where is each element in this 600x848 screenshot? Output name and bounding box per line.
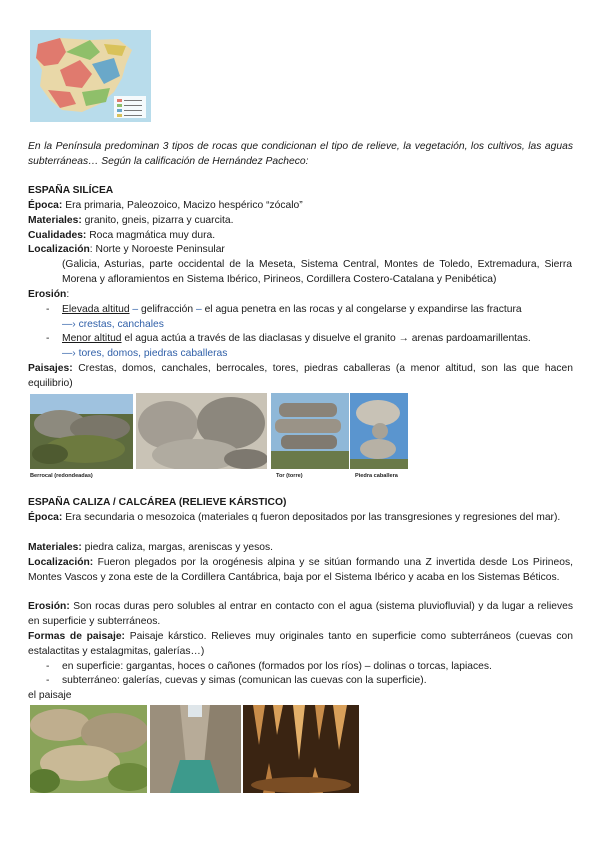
dash: – (129, 304, 142, 315)
karst-landscape-photo (30, 705, 147, 793)
epoch-text: Era secundaria o mesozoica (materiales q fueron depositados por las transgresiones y regresiones del mar). (62, 512, 561, 523)
epoch-label: Época: (28, 512, 63, 523)
bullet-mark: - (46, 675, 50, 686)
berrocal-caption: Berrocal (redondeadas) (30, 473, 93, 479)
dash: – (195, 304, 202, 315)
bullet-mark: - (46, 304, 50, 315)
forms-text: Paisaje kárstico. Relieves muy originales tanto en superficie como subterráneos (cuevas con estalactitas y estalagmitas, galerías…) (28, 631, 574, 657)
high-altitude-label: Elevada altitud (62, 304, 130, 315)
materials-text: granito, gneis, pizarra y cuarcita. (81, 215, 234, 226)
siliceous-qualities (28, 229, 573, 244)
landscapes-label: Paisajes: (28, 363, 73, 374)
bullet-mark: - (46, 333, 50, 344)
low-altitude-text: el agua actúa a través de las diaclasas y disuelve el granito → arenas pardoamarillentas. (121, 333, 531, 344)
siliceous-landscapes (28, 362, 573, 391)
erosion-label: Erosión: (28, 601, 70, 612)
bullet-mark: - (46, 661, 50, 672)
erosion-label: Erosión (28, 289, 67, 300)
berrocal-photo (30, 394, 133, 469)
spain-geology-map (30, 30, 151, 122)
siliceous-bullet-high (62, 303, 572, 318)
forms-label: Formas de paisaje: (28, 631, 125, 642)
qualities-label: Cualidades: (28, 230, 87, 241)
gelifraction: gelifracción (141, 304, 196, 315)
limestone-materials (28, 541, 573, 556)
tor-caption: Tor (torre) (276, 473, 303, 479)
erosion-text: Son rocas duras pero solubles al entrar en contacto con el agua (sistema pluviofluvial) y da lugar a relieves en superficie y subterráneos. (28, 601, 573, 627)
erosion-colon: : (66, 289, 70, 300)
limestone-bullet-underground: subterráneo: galerías, cuevas y simas (comunican las cuevas con la superficie). (62, 675, 427, 686)
limestone-heading: ESPAÑA CALIZA / CALCÁREA (RELIEVE KÁRSTICO) (28, 497, 287, 508)
landscapes-text: Crestas, domos, canchales, berrocales, tores, piedras caballeras (a menor altitud, son las que hacen equilibrio) (28, 363, 573, 389)
limestone-location (28, 556, 573, 585)
intro-paragraph: En la Península predominan 3 tipos de rocas que condicionan el tipo de relieve, la vegetación, los cultivos, las aguas subterráneas… Según la calificación de Hernández Pacheco: (28, 141, 573, 167)
high-altitude-result: —› crestas, canchales (62, 319, 164, 330)
location-label: Localización (28, 244, 90, 255)
siliceous-bullet-low (62, 332, 572, 347)
siliceous-epoch (28, 199, 573, 214)
location-text: Fueron plegados por la orogénesis alpina y se sitúan formando una Z invertida desde Los Pirineos, Montes Vascos y zona este de la Cordillera Cantábrica, baja por el Sistema Ibérico y acaba en los Sistemas Béticos. (28, 557, 573, 583)
limestone-erosion (28, 600, 573, 629)
gorge-photo (150, 705, 241, 793)
siliceous-location-detail: (Galicia, Asturias, parte occidental de la Meseta, Sistema Central, Montes de Toledo, Extremadura, Sierra Morena y afloramientos en Sistema Ibérico, Pirineos, Cordillera Costero-Catalana y Penibética) (62, 259, 572, 285)
siliceous-heading: ESPAÑA SILÍCEA (28, 185, 114, 196)
low-altitude-label: Menor altitud (62, 333, 122, 344)
limestone-forms (28, 630, 573, 659)
materials-label: Materiales: (28, 215, 82, 226)
limestone-bullet-surface: en superficie: gargantas, hoces o cañones (formados por los ríos) – dolinas o torcas, lapiaces. (62, 661, 492, 672)
tor-photo (271, 393, 349, 469)
low-altitude-result: —› tores, domos, piedras caballeras (62, 348, 228, 359)
epoch-label: Época: (28, 200, 63, 211)
materials-label: Materiales: (28, 542, 82, 553)
siliceous-erosion (28, 288, 573, 303)
high-altitude-text: el agua penetra en las rocas y al congelarse y expandirse las fractura (201, 304, 522, 315)
location-label: Localización: (28, 557, 94, 568)
siliceous-materials (28, 214, 573, 229)
dome-rocks-photo (136, 393, 267, 469)
qualities-text: Roca magmática muy dura. (86, 230, 216, 241)
limestone-trailing: el paisaje (28, 690, 72, 701)
piedra-caption: Piedra caballera (355, 473, 398, 479)
location-text: : Norte y Noroeste Peninsular (89, 244, 225, 255)
limestone-epoch (28, 511, 573, 526)
piedra-caballera-photo (350, 393, 408, 469)
materials-text: piedra caliza, margas, areniscas y yesos. (81, 542, 273, 553)
epoch-text: Era primaria, Paleozoico, Macizo hespérico “zócalo” (62, 200, 303, 211)
cave-photo (243, 705, 359, 793)
siliceous-location (28, 243, 573, 258)
